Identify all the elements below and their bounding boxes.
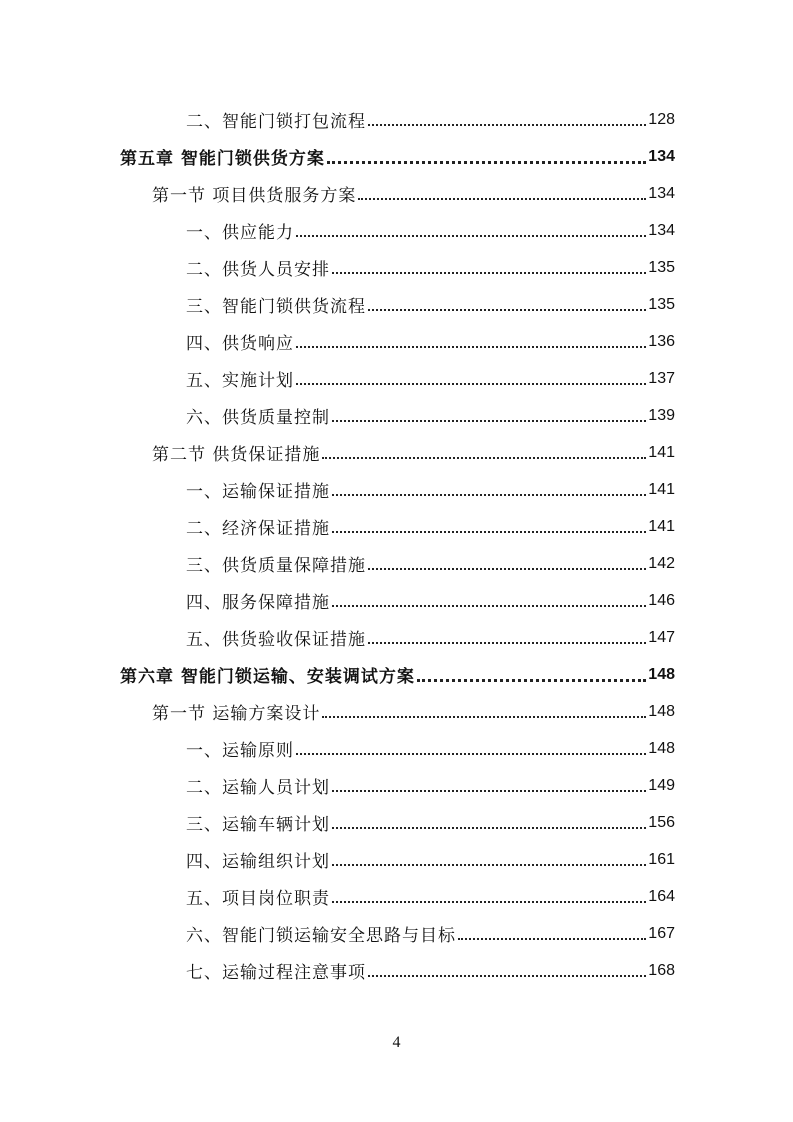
toc-entry-page: 139 bbox=[648, 406, 675, 424]
dot-leader bbox=[332, 863, 646, 866]
toc-entry-page: 149 bbox=[648, 776, 675, 794]
toc-entry[interactable] bbox=[186, 767, 675, 804]
toc-entry-title: 四、运输组织计划 bbox=[186, 852, 330, 872]
dot-leader bbox=[296, 752, 646, 755]
toc-entry[interactable] bbox=[186, 619, 675, 656]
toc-entry[interactable] bbox=[186, 582, 675, 619]
dot-leader bbox=[332, 271, 646, 274]
toc-chapter[interactable] bbox=[120, 656, 675, 693]
toc-entry-page: 147 bbox=[648, 628, 675, 646]
toc-chapter[interactable] bbox=[120, 138, 675, 175]
toc-entry-title: 二、智能门锁打包流程 bbox=[186, 112, 366, 132]
toc-entry-page: 136 bbox=[648, 332, 675, 350]
page-number: 4 bbox=[392, 1034, 401, 1051]
toc-entry[interactable] bbox=[186, 545, 675, 582]
toc-entry-title: 六、供货质量控制 bbox=[186, 408, 330, 428]
toc-entry-page: 142 bbox=[648, 554, 675, 572]
dot-leader bbox=[358, 197, 646, 200]
toc-entry-page: 141 bbox=[648, 443, 675, 461]
toc-entry-page: 146 bbox=[648, 591, 675, 609]
dot-leader bbox=[417, 678, 646, 682]
dot-leader bbox=[368, 567, 646, 570]
dot-leader bbox=[332, 493, 646, 496]
dot-leader bbox=[296, 382, 646, 385]
toc-entry[interactable] bbox=[186, 286, 675, 323]
dot-leader bbox=[322, 715, 646, 718]
toc-entry-title: 一、运输原则 bbox=[186, 741, 294, 761]
dot-leader bbox=[296, 234, 646, 237]
toc-entry-page: 164 bbox=[648, 887, 675, 905]
dot-leader bbox=[322, 456, 646, 459]
toc-entry-page: 141 bbox=[648, 480, 675, 498]
toc-entry-title: 第五章 智能门锁供货方案 bbox=[120, 149, 325, 169]
dot-leader bbox=[332, 826, 646, 829]
toc-entry[interactable] bbox=[186, 915, 675, 952]
toc-entry-page: 134 bbox=[648, 147, 675, 165]
toc-entry-title: 七、运输过程注意事项 bbox=[186, 963, 366, 983]
toc-entry-title: 五、供货验收保证措施 bbox=[186, 630, 366, 650]
toc-entry-title: 第六章 智能门锁运输、安装调试方案 bbox=[120, 667, 415, 687]
toc-entry-page: 148 bbox=[648, 702, 675, 720]
toc-entry[interactable] bbox=[186, 804, 675, 841]
toc-entry-title: 三、智能门锁供货流程 bbox=[186, 297, 366, 317]
toc-entry[interactable] bbox=[186, 249, 675, 286]
toc-entry[interactable] bbox=[186, 730, 675, 767]
toc-section[interactable] bbox=[152, 693, 675, 730]
toc-entry-title: 二、运输人员计划 bbox=[186, 778, 330, 798]
toc-entry-page: 135 bbox=[648, 258, 675, 276]
dot-leader bbox=[296, 345, 646, 348]
toc-entry[interactable] bbox=[186, 323, 675, 360]
toc-entry-title: 五、项目岗位职责 bbox=[186, 889, 330, 909]
toc-entry-page: 135 bbox=[648, 295, 675, 313]
toc-entry-title: 四、服务保障措施 bbox=[186, 593, 330, 613]
toc-entry-page: 161 bbox=[648, 850, 675, 868]
toc-entry-title: 五、实施计划 bbox=[186, 371, 294, 391]
dot-leader bbox=[332, 604, 646, 607]
toc-entry-page: 134 bbox=[648, 221, 675, 239]
toc-entry[interactable] bbox=[186, 471, 675, 508]
toc-entry-page: 141 bbox=[648, 517, 675, 535]
toc-entry-title: 一、供应能力 bbox=[186, 223, 294, 243]
toc-entry-page: 128 bbox=[648, 110, 675, 128]
toc-entry-page: 137 bbox=[648, 369, 675, 387]
toc-entry[interactable] bbox=[186, 397, 675, 434]
dot-leader bbox=[458, 937, 646, 940]
toc-entry-page: 168 bbox=[648, 961, 675, 979]
toc-entry-page: 156 bbox=[648, 813, 675, 831]
toc-entry-title: 第一节 项目供货服务方案 bbox=[152, 186, 357, 206]
toc-entry-page: 148 bbox=[648, 665, 675, 683]
toc-entry-page: 167 bbox=[648, 924, 675, 942]
dot-leader bbox=[332, 530, 646, 533]
dot-leader bbox=[368, 308, 646, 311]
dot-leader bbox=[332, 789, 646, 792]
toc-entry-title: 第一节 运输方案设计 bbox=[152, 704, 321, 724]
dot-leader bbox=[332, 900, 646, 903]
toc-entry[interactable] bbox=[186, 841, 675, 878]
toc-entry-title: 三、供货质量保障措施 bbox=[186, 556, 366, 576]
dot-leader bbox=[332, 419, 646, 422]
toc-entry[interactable] bbox=[186, 360, 675, 397]
toc-entry-title: 第二节 供货保证措施 bbox=[152, 445, 321, 465]
toc-entry-title: 二、经济保证措施 bbox=[186, 519, 330, 539]
toc-entry[interactable] bbox=[186, 508, 675, 545]
toc-entry[interactable] bbox=[186, 101, 675, 138]
dot-leader bbox=[327, 160, 646, 164]
dot-leader bbox=[368, 974, 646, 977]
toc-entry[interactable] bbox=[186, 212, 675, 249]
dot-leader bbox=[368, 123, 646, 126]
toc-section[interactable] bbox=[152, 175, 675, 212]
toc-entry-title: 二、供货人员安排 bbox=[186, 260, 330, 280]
toc-entry-page: 134 bbox=[648, 184, 675, 202]
toc-entry[interactable] bbox=[186, 878, 675, 915]
toc-entry-title: 六、智能门锁运输安全思路与目标 bbox=[186, 926, 456, 946]
toc-entry-title: 四、供货响应 bbox=[186, 334, 294, 354]
toc-entry-page: 148 bbox=[648, 739, 675, 757]
toc-entry-title: 三、运输车辆计划 bbox=[186, 815, 330, 835]
toc-section[interactable] bbox=[152, 434, 675, 471]
toc-entry[interactable] bbox=[186, 952, 675, 989]
toc-entry-title: 一、运输保证措施 bbox=[186, 482, 330, 502]
dot-leader bbox=[368, 641, 646, 644]
